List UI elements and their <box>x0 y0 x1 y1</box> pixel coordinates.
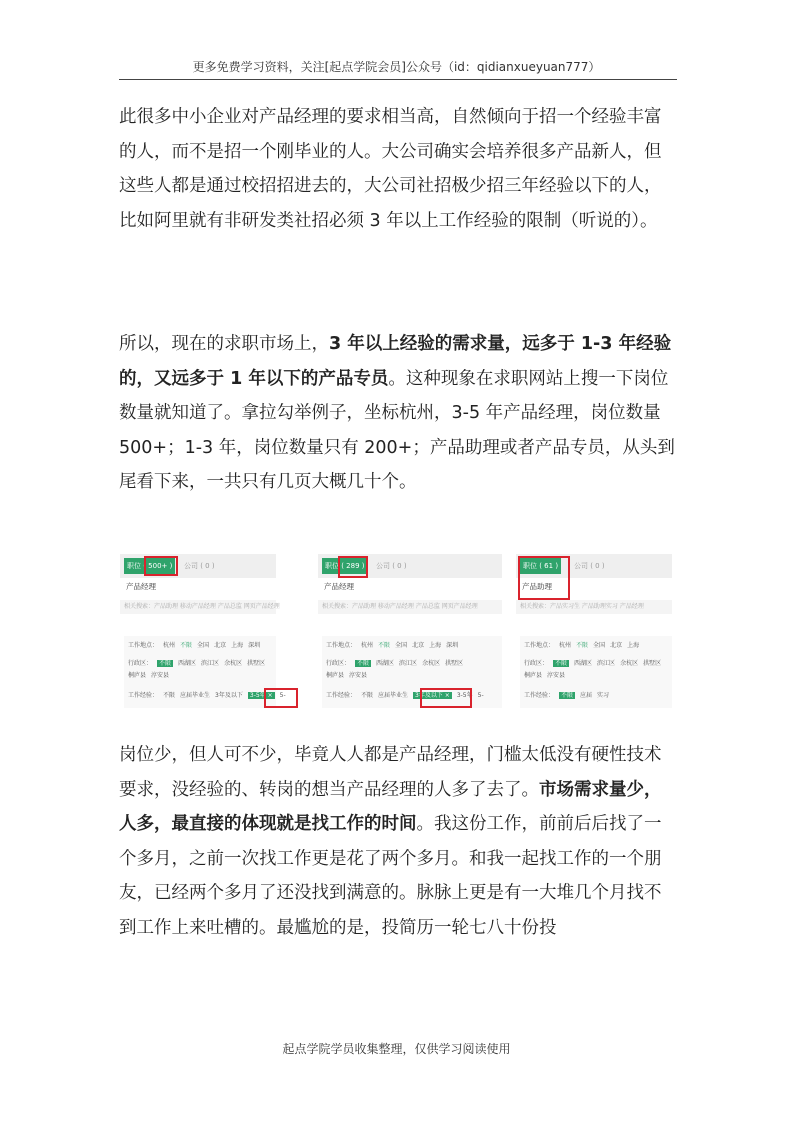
tab-company: 公司 ( 0 ) <box>184 562 215 570</box>
filter-panel <box>520 636 672 708</box>
paragraph-3 <box>119 738 677 945</box>
filter-panel <box>322 636 502 708</box>
search-keyword: 产品经理 <box>324 582 354 591</box>
filter-district: 行政区： 不限 西湖区 滨江区 余杭区 拱墅区 <box>326 660 464 667</box>
paragraph-3-text-c: 。我这份工作，前前后后找了一个多月，之前一次找工作更是花了两个多月。和我一起找工作的一个朋友，已经两个多月了还没找到满意的。脉脉上更是有一大堆几个月找不到工作上来吐槽的。最尴尬的是，投简历一轮七八十份投 <box>119 814 662 938</box>
paragraph-3-bold: 市场需求量少，人多，最直接的体现就是找工作的时间 <box>119 779 662 834</box>
paragraph-2-text-c: 。这种现象在求职网站上搜一下岗位数量就知道了。拿拉勾举例子，坐标杭州，3-5 年产品经理，岗位数量 500+；1-3 年，岗位数量只有 200+；产品助理或者产品专员，从头到尾看下来，一共只有几页大概几十个。 <box>119 368 675 492</box>
lagou-screenshot-2 <box>318 554 502 708</box>
filter-panel <box>124 636 286 708</box>
page-header: 更多免费学习资料，关注[起点学院会员]公众号（id：qidianxueyuan777） <box>192 60 601 74</box>
highlight-box <box>420 688 472 708</box>
paragraph-2-bold: 3 年以上经验的需求量，远多于 1-3 年经验的，又远多于 1 年以下的产品专员 <box>119 334 672 389</box>
lagou-screenshot-1 <box>120 554 286 708</box>
tab-positions: 职位 ( 61 ) <box>520 558 561 574</box>
filter-district: 行政区： 不限 西湖区 滨江区 余杭区 拱墅区 <box>128 660 266 667</box>
search-keyword: 产品助理 <box>522 582 552 591</box>
tab-positions: 职位 ( 500+ ) <box>124 558 175 574</box>
lagou-screenshot-3 <box>516 554 672 708</box>
related-search: 相关搜索：产品助理 移动产品经理 产品总监 网页产品经理 <box>318 600 502 614</box>
filter-experience: 工作经验： 不限 应届毕业生 3年及以下 3-5年 × 5- <box>128 692 286 699</box>
tab-positions: 职位 ( 289 ) <box>322 558 368 574</box>
related-search: 相关搜索：产品助理 移动产品经理 产品总监 网页产品经理 <box>120 600 276 614</box>
paragraph-2 <box>119 327 677 500</box>
filter-district-more: 桐庐县 淳安县 <box>128 672 170 679</box>
filter-district: 行政区： 不限 西湖区 滨江区 余杭区 拱墅区 <box>524 660 662 667</box>
search-keyword: 产品经理 <box>126 582 156 591</box>
paragraph-2-text-a: 所以，现在的求职市场上， <box>119 334 329 354</box>
tab-company: 公司 ( 0 ) <box>574 562 605 570</box>
highlight-box <box>338 556 368 578</box>
filter-city: 工作地点： 杭州 不限 全国 北京 上海 深圳 <box>326 642 459 649</box>
filter-city: 工作地点： 杭州 不限 全国 北京 上海 <box>524 642 640 649</box>
highlight-box <box>518 556 570 600</box>
related-search: 相关搜索：产品实习生 产品助理实习 产品经理 <box>516 600 672 614</box>
filter-experience: 工作经验： 不限 应届毕业生 3年及以下 × 3-5年 5- <box>326 692 484 699</box>
highlight-box <box>144 556 178 576</box>
tab-company: 公司 ( 0 ) <box>376 562 407 570</box>
paragraph-3-text-a: 岗位少，但人可不少，毕竟人人都是产品经理，门槛太低没有硬性技术要求，没经验的、转岗的想当产品经理的人多了去了。 <box>119 745 662 800</box>
filter-district-more: 桐庐县 淳安县 <box>524 672 566 679</box>
header-divider <box>119 79 677 80</box>
page-footer: 起点学院学员收集整理，仅供学习阅读使用 <box>282 1042 511 1056</box>
filter-district-more: 桐庐县 淳安县 <box>326 672 368 679</box>
highlight-box <box>264 688 298 708</box>
paragraph-1: 此很多中小企业对产品经理的要求相当高，自然倾向于招一个经验丰富的人，而不是招一个刚毕业的人。大公司确实会培养很多产品新人，但这些人都是通过校招招进去的，大公司社招极少招三年经验以下的人，比如阿里就有非研发类社招必须 3 年以上工作经验的限制（听说的）。 <box>119 107 662 231</box>
filter-city: 工作地点： 杭州 不限 全国 北京 上海 深圳 <box>128 642 261 649</box>
filter-experience: 工作经验： 不限 应届 实习 <box>524 692 610 699</box>
